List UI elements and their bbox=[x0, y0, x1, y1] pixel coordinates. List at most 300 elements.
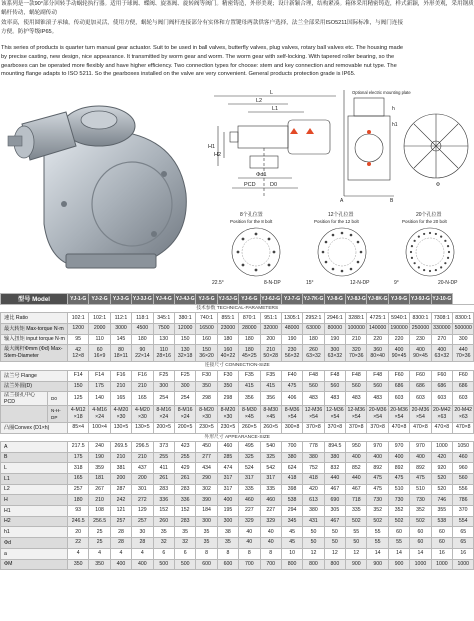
table-row bbox=[1, 463, 474, 474]
value-cell: 257 bbox=[110, 516, 131, 527]
value-cell: 970 bbox=[388, 441, 409, 452]
value-cell: 900 bbox=[388, 559, 409, 570]
value-cell: 900 bbox=[367, 559, 388, 570]
value-cell: 190 bbox=[89, 452, 110, 463]
value-cell: 500000 bbox=[453, 324, 474, 335]
value-cell: 4 bbox=[89, 548, 110, 559]
value-cell: 450 bbox=[196, 441, 217, 452]
dim-B: B bbox=[390, 198, 394, 204]
model-name-cell: YJ-3-G bbox=[110, 294, 131, 305]
value-cell: 80000 bbox=[324, 324, 345, 335]
value-cell: 870:1 bbox=[239, 313, 260, 324]
value-cell: 16 bbox=[453, 548, 474, 559]
value-cell: 502 bbox=[410, 516, 431, 527]
model-name-cell: YJ-7-G bbox=[281, 294, 302, 305]
bolt-hole bbox=[444, 240, 446, 242]
value-cell: 217.5 bbox=[68, 441, 89, 452]
bolt-hole bbox=[435, 233, 437, 235]
value-cell: 3288:1 bbox=[346, 313, 367, 324]
value-cell: 55 bbox=[346, 527, 367, 538]
value-cell: 272 bbox=[132, 495, 153, 506]
value-cell: 283 bbox=[174, 516, 195, 527]
value-cell: 20 bbox=[68, 527, 89, 538]
value-cell bbox=[260, 345, 281, 362]
value-cell: 475 bbox=[367, 474, 388, 485]
value-cell: F14 bbox=[68, 370, 89, 381]
value-cell: 100×4 bbox=[89, 422, 110, 433]
value-cell: 130 bbox=[153, 334, 174, 345]
model-name-cell: YJ-2-G bbox=[89, 294, 110, 305]
value-cell: 370×8 bbox=[367, 422, 388, 433]
section-technical bbox=[1, 305, 474, 313]
value-cell: 352 bbox=[367, 506, 388, 517]
value-cell: 730 bbox=[410, 495, 431, 506]
value-cell: 370 bbox=[453, 506, 474, 517]
intro-cn-line: 该系列是一款90°部分回转手动蜗轮执行器。适用于球阀、蝶阀、旋塞阀、旋转阀等阀门。精密铸造，外形美观；设计新颖合理，结构紧凑。箱体采用精密铸造，样式新颖，外形美观，采用钢质蜗杆传动，蜗轮副传动 bbox=[1, 1, 474, 17]
value-cell: 102:1 bbox=[89, 313, 110, 324]
value-cell: 4-M20 ×30 bbox=[110, 405, 131, 422]
value-cell: 7308:1 bbox=[431, 313, 452, 324]
bolt-hole bbox=[429, 232, 431, 234]
value-cell: 200 bbox=[110, 474, 131, 485]
dim-H1: H1 bbox=[208, 144, 216, 150]
table-row bbox=[1, 313, 474, 324]
bolt8-cn: 8个孔位置 bbox=[240, 212, 263, 218]
value-cell: 175 bbox=[68, 452, 89, 463]
value-cell: 4-M16 ×24 bbox=[89, 405, 110, 422]
value-cell: 483 bbox=[324, 392, 345, 406]
bolt-hole bbox=[444, 262, 446, 264]
row-label: A bbox=[1, 441, 68, 452]
value-cell: 800 bbox=[303, 559, 324, 570]
table-row bbox=[1, 506, 474, 517]
value-cell: 510 bbox=[410, 484, 431, 495]
intro-en-line: by precise casting, new design, nice appearance. It transmitted by worm gear and worm. The worm gear with self-locking. With tapered roller bearing, so the bbox=[1, 53, 395, 60]
value-cell: 12000 bbox=[174, 324, 195, 335]
value-cell: 302 bbox=[196, 484, 217, 495]
value-cell: 483 bbox=[367, 392, 388, 406]
value-cell: 355 bbox=[431, 506, 452, 517]
row-label: h1 bbox=[1, 527, 68, 538]
value-cell: 8300:1 bbox=[410, 313, 431, 324]
value-cell: F40 bbox=[281, 370, 302, 381]
value-cell: 538 bbox=[281, 495, 302, 506]
value-cell: 227 bbox=[260, 506, 281, 517]
value-cell: 55 bbox=[388, 538, 409, 549]
bolt-pattern-diagrams bbox=[210, 210, 474, 290]
value-cell: 230×5 bbox=[196, 422, 217, 433]
value-cell: 415 bbox=[239, 381, 260, 392]
value-line: 90 bbox=[139, 346, 146, 353]
value-cell: 65 bbox=[453, 527, 474, 538]
bolt12-en: Position for the 12 bolt bbox=[314, 219, 359, 224]
value-line: 45×25 bbox=[242, 353, 257, 360]
value-cell: 35 bbox=[196, 527, 217, 538]
value-cell: 40 bbox=[239, 527, 260, 538]
value-cell: 970 bbox=[367, 441, 388, 452]
value-cell: 752 bbox=[303, 463, 324, 474]
value-cell: 345:1 bbox=[153, 313, 174, 324]
value-cell: 350 bbox=[68, 559, 89, 570]
value-cell: 305 bbox=[324, 506, 345, 517]
value-cell: 8300:1 bbox=[453, 313, 474, 324]
bolt-hole bbox=[447, 245, 449, 247]
value-cell: 686 bbox=[388, 381, 409, 392]
value-cell: 470×8 bbox=[410, 422, 431, 433]
model-name-cell: YJ-5J-G bbox=[217, 294, 238, 305]
value-cell: 359 bbox=[89, 463, 110, 474]
value-cell: 411 bbox=[153, 463, 174, 474]
value-cell: 380 bbox=[324, 452, 345, 463]
value-cell: 112:1 bbox=[110, 313, 131, 324]
value-cell: 8-M30 ×45 bbox=[239, 405, 260, 422]
bolt8-callout: 8-N-DP bbox=[264, 280, 281, 286]
value-cell bbox=[239, 345, 260, 362]
value-cell: F16 bbox=[110, 370, 131, 381]
table-row bbox=[1, 474, 474, 485]
value-cell: 246.5 bbox=[68, 516, 89, 527]
value-cell: 140000 bbox=[367, 324, 388, 335]
value-line: 56×32 bbox=[284, 353, 300, 360]
value-cell: 180 bbox=[132, 334, 153, 345]
value-line: 130 bbox=[180, 346, 190, 353]
value-cell bbox=[68, 345, 89, 362]
value-cell: 542 bbox=[260, 463, 281, 474]
value-cell: 4-M12 ×18 bbox=[68, 405, 89, 422]
value-cell: 210 bbox=[110, 452, 131, 463]
value-cell: 500 bbox=[174, 559, 195, 570]
value-cell: 900 bbox=[346, 559, 367, 570]
value-cell: 350 bbox=[89, 559, 110, 570]
value-cell: 475 bbox=[410, 474, 431, 485]
value-cell bbox=[453, 345, 474, 362]
value-cell: 1000 bbox=[453, 559, 474, 570]
value-cell: 1050 bbox=[453, 441, 474, 452]
value-cell: 892 bbox=[410, 463, 431, 474]
value-cell: 950 bbox=[346, 441, 367, 452]
value-line: 18×11 bbox=[113, 353, 129, 360]
value-cell: 556 bbox=[453, 484, 474, 495]
value-cell: 12 bbox=[346, 548, 367, 559]
value-cell: 336 bbox=[174, 495, 195, 506]
value-cell: 960 bbox=[453, 463, 474, 474]
value-cell: 892 bbox=[388, 463, 409, 474]
value-cell: 65 bbox=[453, 538, 474, 549]
value-cell bbox=[89, 345, 110, 362]
value-cell: 180 bbox=[303, 334, 324, 345]
value-cell: 440 bbox=[346, 474, 367, 485]
value-cell: 855:1 bbox=[217, 313, 238, 324]
table-row bbox=[1, 452, 474, 463]
value-cell: 329 bbox=[239, 516, 260, 527]
value-cell bbox=[324, 345, 345, 362]
value-cell: 50 bbox=[324, 538, 345, 549]
value-cell: 524 bbox=[239, 463, 260, 474]
value-cell: 852 bbox=[346, 463, 367, 474]
value-cell: 50 bbox=[303, 538, 324, 549]
value-cell bbox=[217, 345, 238, 362]
value-cell: 145 bbox=[110, 334, 131, 345]
value-cell: 554 bbox=[453, 516, 474, 527]
value-cell: 20-M36 ×54 bbox=[410, 405, 431, 422]
value-cell: 370×8 bbox=[346, 422, 367, 433]
value-cell: F16 bbox=[132, 370, 153, 381]
value-line: 16×9 bbox=[93, 353, 106, 360]
value-cell: 300×8 bbox=[281, 422, 302, 433]
row-label bbox=[1, 405, 48, 422]
value-cell: 28000 bbox=[239, 324, 260, 335]
value-line: 36×20 bbox=[199, 353, 214, 360]
value-line: 28×16 bbox=[156, 353, 172, 360]
value-line: 70×36 bbox=[348, 353, 364, 360]
value-cell: 180 bbox=[68, 495, 89, 506]
value-cell: 1000 bbox=[410, 559, 431, 570]
value-cell: 370×8 bbox=[324, 422, 345, 433]
value-line: 320 bbox=[351, 346, 361, 353]
value-cell: 93 bbox=[68, 506, 89, 517]
value-line: 180 bbox=[244, 346, 254, 353]
value-cell: 6 bbox=[153, 548, 174, 559]
value-cell: 14 bbox=[367, 548, 388, 559]
value-cell: 40 bbox=[239, 538, 260, 549]
value-cell bbox=[303, 345, 324, 362]
value-cell: 55 bbox=[367, 538, 388, 549]
value-line: 70×36 bbox=[455, 353, 471, 360]
value-cell: 600 bbox=[196, 559, 217, 570]
value-cell: 603 bbox=[431, 392, 452, 406]
value-cell bbox=[174, 345, 195, 362]
value-cell: 210 bbox=[132, 452, 153, 463]
value-cell: 418 bbox=[303, 474, 324, 485]
value-cell: 746 bbox=[431, 495, 452, 506]
value-cell: 467 bbox=[346, 484, 367, 495]
row-label: 速比 Ratio bbox=[1, 313, 68, 324]
value-cell: 165 bbox=[68, 474, 89, 485]
value-cell: 290 bbox=[196, 474, 217, 485]
value-cell: 45 bbox=[281, 527, 302, 538]
value-cell: 210 bbox=[346, 334, 367, 345]
value-cell: 8-M20 ×30 bbox=[217, 405, 238, 422]
value-cell: 483 bbox=[346, 392, 367, 406]
value-cell bbox=[281, 345, 302, 362]
value-cell: 336 bbox=[153, 495, 174, 506]
bolt12-callout: 12-N-DP bbox=[350, 280, 370, 286]
value-cell: 350 bbox=[217, 381, 238, 392]
value-cell: 277 bbox=[196, 452, 217, 463]
intro-en-line: mounting flange adapts to ISO 5211. So the gearboxes installed on the valve are very convenient. General products protection grade is IP65. bbox=[1, 71, 356, 78]
dim-h: h bbox=[392, 106, 395, 112]
value-cell: F48 bbox=[367, 370, 388, 381]
bolt-hole bbox=[411, 245, 413, 247]
value-cell: F48 bbox=[324, 370, 345, 381]
dim-pcd: PCD bbox=[244, 182, 256, 188]
intro-cn-line: 效率高，使用圆锥滚子承轴，传动更加灵活，使用方便，蜗轮与阀门阀杆连接部分有实体和方置键母两款供客户选择，法兰全部采用ISO5211国际标准，与阀门连接 bbox=[1, 19, 404, 26]
value-cell bbox=[196, 345, 217, 362]
dim-d0: D0 bbox=[270, 182, 278, 188]
value-cell: 325 bbox=[260, 452, 281, 463]
value-cell: 48000 bbox=[281, 324, 302, 335]
value-cell: 8 bbox=[196, 548, 217, 559]
dim-phi-d1: Φd1 bbox=[256, 172, 267, 178]
value-cell: 345 bbox=[281, 516, 302, 527]
value-line: 210 bbox=[266, 346, 276, 353]
value-cell: 317 bbox=[239, 474, 260, 485]
value-cell: 560 bbox=[346, 381, 367, 392]
model-name-cell: YJ-3J-G bbox=[132, 294, 153, 305]
bolt20-en: Position for the 20 bolt bbox=[402, 219, 447, 224]
dim-L: L bbox=[270, 90, 274, 96]
value-cell: 200×5 bbox=[174, 422, 195, 433]
value-cell: 50 bbox=[324, 527, 345, 538]
value-cell: 190000 bbox=[388, 324, 409, 335]
value-line: 63×32 bbox=[434, 353, 450, 360]
table-row bbox=[1, 495, 474, 506]
value-cell: 300 bbox=[453, 334, 474, 345]
value-cell: 500 bbox=[153, 559, 174, 570]
value-cell: 8 bbox=[239, 548, 260, 559]
value-line: 160 bbox=[223, 346, 233, 353]
model-name-cell: YJ-8J-G bbox=[346, 294, 367, 305]
value-cell: 25 bbox=[89, 538, 110, 549]
row-label: H2 bbox=[1, 516, 68, 527]
model-name-cell: YJ-10-G bbox=[431, 294, 452, 305]
value-line: 360 bbox=[373, 346, 382, 353]
value-cell: 352 bbox=[388, 506, 409, 517]
value-cell: 540 bbox=[260, 441, 281, 452]
value-cell: 152 bbox=[153, 506, 174, 517]
value-cell: 318 bbox=[68, 463, 89, 474]
value-cell: 130×5 bbox=[132, 422, 153, 433]
bolt-hole bbox=[429, 270, 431, 272]
row-label: 最大转矩 Max-torque N·m bbox=[1, 324, 68, 335]
value-cell bbox=[431, 345, 452, 362]
value-cell: 1000 bbox=[431, 559, 452, 570]
value-cell bbox=[132, 345, 153, 362]
value-cell: 437 bbox=[132, 463, 153, 474]
value-cell: 406 bbox=[281, 392, 302, 406]
value-cell: 8-M16 ×24 bbox=[153, 405, 174, 422]
value-cell: 160 bbox=[196, 334, 217, 345]
value-cell: 28 bbox=[110, 527, 131, 538]
bolt8-en: Position for the 8 bolt bbox=[230, 219, 273, 224]
model-name-cell: YJ-4-G bbox=[153, 294, 174, 305]
value-cell: 25 bbox=[89, 527, 110, 538]
value-cell: 60 bbox=[388, 527, 409, 538]
intro-en-line: gearboxes can be operated more flexibly and have higher efficiency. Two connection types for choose: stem and key connection and removable nut type. The bbox=[1, 62, 397, 69]
model-name-cell: YJ-4J-G bbox=[174, 294, 195, 305]
value-cell: 190 bbox=[281, 334, 302, 345]
value-cell: 4 bbox=[68, 548, 89, 559]
value-cell: 420 bbox=[303, 484, 324, 495]
value-cell: 317 bbox=[260, 474, 281, 485]
value-line: 22×14 bbox=[135, 353, 150, 360]
value-cell: 10 bbox=[281, 548, 302, 559]
value-line: 440 bbox=[458, 346, 468, 353]
value-cell: 352 bbox=[410, 506, 431, 517]
row-label: H1 bbox=[1, 506, 68, 517]
value-cell: 335 bbox=[239, 484, 260, 495]
table-row bbox=[1, 527, 474, 538]
value-line: 60 bbox=[96, 346, 103, 353]
value-cell: 380 bbox=[281, 452, 302, 463]
model-name-cell: YJ-6J-G bbox=[260, 294, 281, 305]
table-row bbox=[1, 345, 474, 362]
value-cell bbox=[410, 345, 431, 362]
row-label: H bbox=[1, 495, 68, 506]
value-cell: 686 bbox=[431, 381, 452, 392]
value-cell: 220 bbox=[367, 334, 388, 345]
intro-english bbox=[0, 44, 474, 80]
value-cell: 180 bbox=[239, 334, 260, 345]
value-cell: 100000 bbox=[346, 324, 367, 335]
value-cell: 686 bbox=[453, 381, 474, 392]
value-cell: F60 bbox=[410, 370, 431, 381]
value-cell: 298 bbox=[217, 392, 238, 406]
bolt-hole bbox=[418, 236, 420, 238]
model-header-row bbox=[1, 294, 474, 305]
value-cell: 603 bbox=[453, 392, 474, 406]
value-cell: 475 bbox=[367, 484, 388, 495]
value-cell: 1305:1 bbox=[281, 313, 302, 324]
value-cell: 35 bbox=[174, 527, 195, 538]
bolt-hole bbox=[414, 262, 416, 264]
value-cell: 8 bbox=[260, 548, 281, 559]
value-cell: 317 bbox=[217, 474, 238, 485]
value-cell: 2946:1 bbox=[324, 313, 345, 324]
value-cell: 242 bbox=[110, 495, 131, 506]
row-sublabel: D0 bbox=[48, 392, 68, 406]
value-cell: 220 bbox=[388, 334, 409, 345]
bolt-hole bbox=[447, 257, 449, 259]
value-cell: 261 bbox=[153, 474, 174, 485]
value-cell: 520 bbox=[431, 474, 452, 485]
value-cell: 467 bbox=[324, 484, 345, 495]
value-cell: 325 bbox=[239, 452, 260, 463]
value-cell: 475 bbox=[281, 381, 302, 392]
value-cell: 474 bbox=[217, 463, 238, 474]
value-cell: 12-M36 ×54 bbox=[303, 405, 324, 422]
value-cell bbox=[110, 345, 131, 362]
value-cell: 8 bbox=[217, 548, 238, 559]
value-cell: 38 bbox=[217, 527, 238, 538]
value-cell: 227 bbox=[239, 506, 260, 517]
model-name-cell: YJ-9J-G bbox=[410, 294, 431, 305]
value-cell: 951:1 bbox=[260, 313, 281, 324]
value-cell: 40 bbox=[260, 538, 281, 549]
value-cell: 2952:1 bbox=[303, 313, 324, 324]
row-label: L1 bbox=[1, 474, 68, 485]
value-cell: 50 bbox=[346, 538, 367, 549]
value-cell: 3000 bbox=[110, 324, 131, 335]
row-label: B bbox=[1, 452, 68, 463]
value-cell: 210 bbox=[110, 381, 131, 392]
bolt-hole bbox=[440, 236, 442, 238]
table-row bbox=[1, 334, 474, 345]
value-cell: 230×5 bbox=[217, 422, 238, 433]
value-cell: 892 bbox=[367, 463, 388, 474]
value-cell: 8-M36 ×54 bbox=[281, 405, 302, 422]
value-cell: 686 bbox=[410, 381, 431, 392]
row-label: 最大阀杆Φmm (Φd) Max-Stem-Diameter bbox=[1, 345, 68, 362]
dim-L1: L1 bbox=[272, 106, 279, 112]
value-cell: 165 bbox=[132, 392, 153, 406]
value-cell: 800 bbox=[281, 559, 302, 570]
value-cell: 718 bbox=[346, 495, 367, 506]
row-label: 输入扭矩 input torque N·m bbox=[1, 334, 68, 345]
model-name-cell: YJ-1-G bbox=[68, 294, 89, 305]
value-cell: 20-M36 ×54 bbox=[388, 405, 409, 422]
value-cell: 520 bbox=[431, 484, 452, 495]
